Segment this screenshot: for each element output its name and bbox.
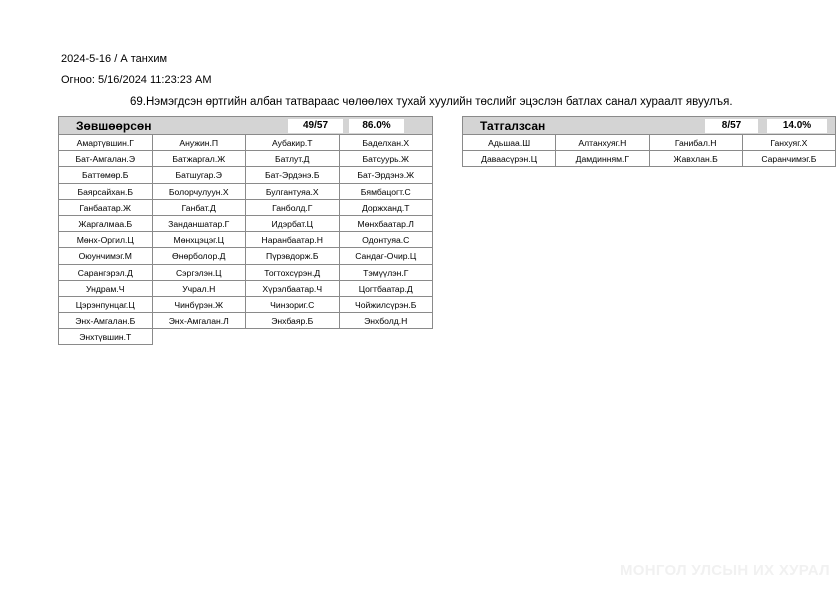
parliament-watermark: МОНГОЛ УЛСЫН ИХ ХУРАЛ [620,562,830,579]
member-name-cell: Даваасүрэн.Ц [463,151,556,167]
member-name-cell: Ганбат.Д [153,200,247,216]
member-name-cell: Дамдинням.Г [556,151,649,167]
member-name-cell: Сэргэлэн.Ц [153,265,247,281]
rejected-header-bar [462,116,836,135]
approved-panel [58,116,433,345]
member-name-cell: Батлут.Д [246,151,340,167]
member-name-cell: Наранбаатар.Н [246,232,340,248]
rejected-names-grid [462,135,836,167]
member-name-cell: Мөнхцэцэг.Ц [153,232,247,248]
approved-header-bar [58,116,433,135]
rejected-panel [462,116,836,167]
member-name-cell: Батжаргал.Ж [153,151,247,167]
member-name-cell: Учрал.Н [153,281,247,297]
member-name-cell: Энх-Амгалан.Л [153,313,247,329]
member-name-cell: Мөнх-Оргил.Ц [59,232,153,248]
member-name-cell: Чойжилсүрэн.Б [340,297,434,313]
member-name-cell: Алтанхуяг.Н [556,135,649,151]
approved-names-grid [58,135,433,345]
member-name-cell: Ганболд.Г [246,200,340,216]
member-name-cell: Амартүвшин.Г [59,135,153,151]
member-name-cell: Булгантуяа.Х [246,184,340,200]
member-name-cell: Өнөрболор.Д [153,248,247,264]
member-name-cell: Доржханд.Т [340,200,434,216]
member-name-cell: Ганхуяг.Х [743,135,836,151]
member-name-cell: Чинбүрэн.Ж [153,297,247,313]
member-name-cell: Цэрэнпунцаг.Ц [59,297,153,313]
rejected-count: 8/57 [705,119,758,133]
member-name-cell: Жаргалмаа.Б [59,216,153,232]
member-name-cell: Ганбаатар.Ж [59,200,153,216]
member-name-cell: Идэрбат.Ц [246,216,340,232]
member-name-cell: Энхболд.Н [340,313,434,329]
member-name-cell: Тогтохсүрэн.Д [246,265,340,281]
member-name-cell: Оюунчимэг.М [59,248,153,264]
member-name-cell: Адьшаа.Ш [463,135,556,151]
member-name-cell: Саранчимэг.Б [743,151,836,167]
member-name-cell: Сандаг-Очир.Ц [340,248,434,264]
rejected-title: Татгалзсан [480,119,546,133]
member-name-cell: Жавхлан.Б [650,151,743,167]
member-name-cell: Цогтбаатар.Д [340,281,434,297]
member-name-cell: Баделхан.Х [340,135,434,151]
member-name-cell: Бямбацогт.С [340,184,434,200]
member-name-cell: Баттөмөр.Б [59,167,153,183]
approved-count: 49/57 [288,119,343,133]
member-name-cell: Хүрэлбаатар.Ч [246,281,340,297]
member-name-cell: Чинзориг.С [246,297,340,313]
member-name-cell: Батшугар.Э [153,167,247,183]
member-name-cell: Ундрам.Ч [59,281,153,297]
session-date-line: 2024-5-16 / А танхим [61,53,168,65]
approved-title: Зөвшөөрсөн [76,119,152,133]
rejected-percent: 14.0% [767,119,827,133]
member-name-cell: Энхбаяр.Б [246,313,340,329]
approved-percent: 86.0% [349,119,404,133]
member-name-cell: Батсуурь.Ж [340,151,434,167]
member-name-cell: Аубакир.Т [246,135,340,151]
member-name-cell: Болорчулуун.Х [153,184,247,200]
member-name-cell: Мөнхбаатар.Л [340,216,434,232]
member-name-cell: Анужин.П [153,135,247,151]
vote-question: 69.Нэмэгдсэн өртгийн албан татвараас чөлөөлөх тухай хуулийн төслийг эцэслэн батлах санал хураалт явуулъя. [130,96,733,108]
member-name-cell: Ганибал.Н [650,135,743,151]
member-name-cell: Бат-Эрдэнэ.Б [246,167,340,183]
member-name-cell: Бат-Эрдэнэ.Ж [340,167,434,183]
member-name-cell: Занданшатар.Г [153,216,247,232]
member-name-cell: Энхтүвшин.Т [59,329,153,345]
member-name-cell: Бат-Амгалан.Э [59,151,153,167]
member-name-cell: Тэмүүлэн.Г [340,265,434,281]
member-name-cell: Энх-Амгалан.Б [59,313,153,329]
member-name-cell: Баярсайхан.Б [59,184,153,200]
vote-timestamp: Огноо: 5/16/2024 11:23:23 AM [61,74,212,86]
member-name-cell: Одонтуяа.С [340,232,434,248]
member-name-cell: Сарангэрэл.Д [59,265,153,281]
member-name-cell: Пүрэвдорж.Б [246,248,340,264]
